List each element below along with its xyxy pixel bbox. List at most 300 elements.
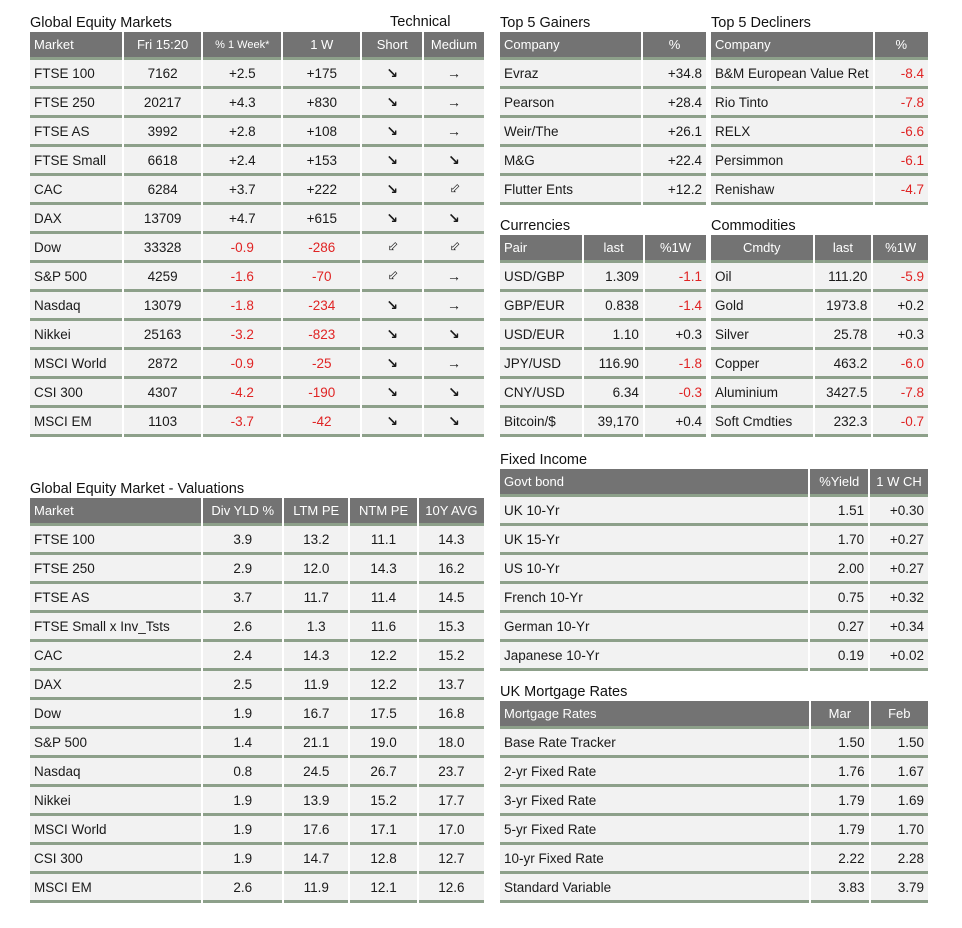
- equity-cell-w1: +615: [283, 205, 360, 234]
- valuations-cell-ntm: 12.1: [350, 874, 416, 903]
- mortgage-cell-name: Base Rate Tracker: [500, 729, 809, 758]
- equity-row: [30, 321, 484, 350]
- equity-cell-w1: +830: [283, 89, 360, 118]
- decliners-cell-company: Rio Tinto: [711, 89, 873, 118]
- valuations-cell-div: 3.9: [203, 526, 282, 555]
- decliners-table: [709, 32, 930, 205]
- fixed-income-row: [500, 642, 928, 671]
- valuations-cell-div: 0.8: [203, 758, 282, 787]
- valuations-cell-div: 2.4: [203, 642, 282, 671]
- currencies-cell-pct: -1.1: [645, 263, 706, 292]
- mortgage-cell-feb: 3.79: [871, 874, 928, 903]
- right-arrow-icon: [424, 350, 484, 379]
- commodities-cell-last: 3427.5: [815, 379, 872, 408]
- fixed-income-header-0: Govt bond: [500, 469, 808, 497]
- equity-cell-price: 7162: [124, 60, 202, 89]
- currencies-cell-pair: JPY/USD: [500, 350, 582, 379]
- fixed-income-cell-bond: German 10-Yr: [500, 613, 808, 642]
- hollow-down-left-arrow-icon: [424, 234, 484, 263]
- decliners-cell-pct: -7.8: [875, 89, 928, 118]
- equity-cell-pct: -0.9: [203, 234, 281, 263]
- down-right-arrow-icon: [362, 292, 422, 321]
- fixed-income-cell-bond: Japanese 10-Yr: [500, 642, 808, 671]
- valuations-cell-div: 1.9: [203, 816, 282, 845]
- fixed-income-header-2: 1 W CH: [870, 469, 928, 497]
- gainers-row: [500, 89, 706, 118]
- fixed-income-cell-bond: French 10-Yr: [500, 584, 808, 613]
- valuations-cell-market: FTSE Small x Inv_Tsts: [30, 613, 201, 642]
- down-right-arrow-icon: ↘: [386, 383, 399, 400]
- currencies-row: [500, 263, 706, 292]
- valuations-cell-market: FTSE 100: [30, 526, 201, 555]
- valuations-cell-ntm: 17.5: [350, 700, 416, 729]
- equity-cell-pct: -3.7: [203, 408, 281, 437]
- equity-header-row: [30, 32, 484, 60]
- currencies-cell-last: 1.309: [584, 263, 643, 292]
- equity-cell-price: 2872: [124, 350, 202, 379]
- down-right-arrow-icon: [362, 321, 422, 350]
- mortgage-cell-name: 3-yr Fixed Rate: [500, 787, 809, 816]
- equity-cell-w1: -190: [283, 379, 360, 408]
- valuations-cell-ltm: 21.1: [284, 729, 348, 758]
- valuations-header-3: NTM PE: [350, 498, 416, 526]
- right-arrow-icon: →: [447, 355, 462, 371]
- fixed-income-row: [500, 584, 928, 613]
- valuations-cell-market: S&P 500: [30, 729, 201, 758]
- equity-cell-market: MSCI EM: [30, 408, 122, 437]
- equity-body: [30, 60, 484, 437]
- down-right-arrow-icon: ↘: [386, 93, 399, 110]
- equity-row: [30, 292, 484, 321]
- mortgage-cell-feb: 1.67: [871, 758, 928, 787]
- currencies-row: [500, 292, 706, 321]
- equity-cell-price: 6618: [124, 147, 202, 176]
- global-equity-markets-panel: [30, 14, 486, 437]
- valuations-title: Global Equity Market - Valuations: [30, 481, 245, 497]
- currencies-cell-pair: CNY/USD: [500, 379, 582, 408]
- fixed-income-cell-ch: +0.32: [870, 584, 928, 613]
- equity-header-1: Fri 15:20: [124, 32, 202, 60]
- valuations-cell-ltm: 11.9: [284, 874, 348, 903]
- fixed-income-cell-yield: 0.75: [810, 584, 868, 613]
- valuations-cell-ntm: 12.2: [350, 642, 416, 671]
- mortgage-cell-mar: 1.50: [811, 729, 868, 758]
- valuations-cell-ntm: 11.4: [350, 584, 416, 613]
- mortgage-row: [500, 845, 928, 874]
- valuations-header-4: 10Y AVG: [419, 498, 484, 526]
- commodities-cell-last: 1973.8: [815, 292, 872, 321]
- commodities-cell-last: 111.20: [815, 263, 872, 292]
- currencies-cell-pair: USD/GBP: [500, 263, 582, 292]
- valuations-cell-ntm: 14.3: [350, 555, 416, 584]
- valuations-header-1: Div YLD %: [203, 498, 282, 526]
- currencies-cell-pct: -1.8: [645, 350, 706, 379]
- valuations-cell-ltm: 24.5: [284, 758, 348, 787]
- currencies-cell-pct: +0.4: [645, 408, 706, 437]
- equity-cell-w1: +108: [283, 118, 360, 147]
- equity-cell-market: Nasdaq: [30, 292, 122, 321]
- mortgage-header-row: [500, 701, 928, 729]
- commodities-row: [711, 321, 928, 350]
- valuations-cell-div: 2.5: [203, 671, 282, 700]
- equity-cell-w1: +153: [283, 147, 360, 176]
- mortgage-row: [500, 874, 928, 903]
- decliners-row: [711, 60, 928, 89]
- fixed-income-cell-ch: +0.27: [870, 555, 928, 584]
- commodities-cell-pct: +0.3: [873, 321, 928, 350]
- equity-cell-w1: +175: [283, 60, 360, 89]
- mortgage-body: [500, 729, 928, 903]
- equity-cell-pct: -3.2: [203, 321, 281, 350]
- commodities-panel: [711, 217, 930, 437]
- equity-table: [28, 32, 486, 437]
- valuations-cell-market: FTSE 250: [30, 555, 201, 584]
- commodities-cell-name: Aluminium: [711, 379, 813, 408]
- currencies-row: [500, 321, 706, 350]
- commodities-row: [711, 263, 928, 292]
- hollow-down-left-arrow-icon: [362, 234, 422, 263]
- commodities-cell-name: Gold: [711, 292, 813, 321]
- fixed-income-table: [498, 469, 930, 671]
- fixed-income-cell-ch: +0.34: [870, 613, 928, 642]
- currencies-cell-pair: GBP/EUR: [500, 292, 582, 321]
- commodities-header-0: Cmdty: [711, 235, 813, 263]
- mortgage-cell-name: 2-yr Fixed Rate: [500, 758, 809, 787]
- equity-header-3: 1 W: [283, 32, 360, 60]
- commodities-row: [711, 408, 928, 437]
- currencies-cell-pct: -0.3: [645, 379, 706, 408]
- decliners-row: [711, 118, 928, 147]
- equity-cell-pct: -1.8: [203, 292, 281, 321]
- fixed-income-cell-bond: UK 10-Yr: [500, 497, 808, 526]
- equity-cell-price: 13079: [124, 292, 202, 321]
- fixed-income-cell-ch: +0.27: [870, 526, 928, 555]
- valuations-body: [30, 526, 484, 903]
- down-right-arrow-icon: [424, 379, 484, 408]
- mortgage-cell-mar: 1.79: [811, 787, 868, 816]
- equity-row: [30, 118, 484, 147]
- decliners-row: [711, 89, 928, 118]
- commodities-cell-pct: +0.2: [873, 292, 928, 321]
- valuations-row: [30, 700, 484, 729]
- down-right-arrow-icon: [362, 60, 422, 89]
- currencies-row: [500, 408, 706, 437]
- equity-header-2: % 1 Week*: [203, 32, 281, 60]
- valuations-cell-avg: 17.7: [419, 787, 484, 816]
- down-right-arrow-icon: [424, 147, 484, 176]
- valuations-cell-ntm: 11.6: [350, 613, 416, 642]
- gainers-header-0: Company: [500, 32, 641, 60]
- equity-row: [30, 60, 484, 89]
- top-gainers-panel: [500, 14, 708, 205]
- down-right-arrow-icon: [362, 147, 422, 176]
- currencies-table: [498, 235, 708, 437]
- commodities-body: [711, 263, 928, 437]
- gainers-cell-pct: +26.1: [643, 118, 706, 147]
- valuations-row: [30, 642, 484, 671]
- valuations-cell-market: CAC: [30, 642, 201, 671]
- equity-title: Global Equity Markets: [30, 15, 172, 31]
- valuations-cell-market: Dow: [30, 700, 201, 729]
- mortgage-title: UK Mortgage Rates: [500, 684, 628, 700]
- equity-cell-price: 20217: [124, 89, 202, 118]
- top-decliners-panel: [711, 14, 930, 205]
- valuations-panel: [30, 480, 486, 903]
- commodities-row: [711, 292, 928, 321]
- gainers-row: [500, 60, 706, 89]
- valuations-row: [30, 758, 484, 787]
- equity-row: [30, 89, 484, 118]
- valuations-cell-ntm: 17.1: [350, 816, 416, 845]
- equity-cell-market: FTSE 100: [30, 60, 122, 89]
- down-right-arrow-icon: [362, 176, 422, 205]
- gainers-header-1: %: [643, 32, 706, 60]
- valuations-cell-div: 1.9: [203, 787, 282, 816]
- down-right-arrow-icon: ↘: [448, 209, 460, 226]
- equity-cell-price: 4307: [124, 379, 202, 408]
- valuations-cell-avg: 12.6: [419, 874, 484, 903]
- commodities-cell-last: 463.2: [815, 350, 872, 379]
- down-right-arrow-icon: [424, 408, 484, 437]
- commodities-cell-pct: -6.0: [873, 350, 928, 379]
- currencies-cell-last: 1.10: [584, 321, 643, 350]
- valuations-row: [30, 816, 484, 845]
- fixed-income-cell-yield: 1.70: [810, 526, 868, 555]
- right-arrow-icon: [424, 118, 484, 147]
- currencies-cell-last: 116.90: [584, 350, 643, 379]
- hollow-down-left-arrow-icon: ⇩: [383, 266, 402, 285]
- valuations-cell-div: 2.6: [203, 874, 282, 903]
- currencies-header-2: %1W: [645, 235, 706, 263]
- down-right-arrow-icon: [362, 89, 422, 118]
- equity-cell-price: 6284: [124, 176, 202, 205]
- gainers-cell-company: Pearson: [500, 89, 641, 118]
- gainers-cell-pct: +12.2: [643, 176, 706, 205]
- equity-cell-market: S&P 500: [30, 263, 122, 292]
- valuations-cell-ltm: 14.7: [284, 845, 348, 874]
- valuations-header-0: Market: [30, 498, 201, 526]
- equity-cell-w1: +222: [283, 176, 360, 205]
- fixed-income-panel: [500, 451, 930, 671]
- currencies-panel: [500, 217, 708, 437]
- fixed-income-cell-yield: 0.19: [810, 642, 868, 671]
- fixed-income-cell-yield: 1.51: [810, 497, 868, 526]
- gainers-header-row: [500, 32, 706, 60]
- equity-cell-market: FTSE Small: [30, 147, 122, 176]
- valuations-header-row: [30, 498, 484, 526]
- hollow-down-left-arrow-icon: ⇩: [445, 179, 464, 198]
- valuations-cell-avg: 18.0: [419, 729, 484, 758]
- valuations-cell-ltm: 17.6: [284, 816, 348, 845]
- valuations-cell-div: 2.6: [203, 613, 282, 642]
- commodities-header-2: %1W: [873, 235, 928, 263]
- mortgage-table: [498, 701, 930, 903]
- equity-cell-market: MSCI World: [30, 350, 122, 379]
- valuations-cell-div: 3.7: [203, 584, 282, 613]
- valuations-cell-avg: 12.7: [419, 845, 484, 874]
- down-right-arrow-icon: ↘: [386, 180, 399, 197]
- equity-cell-pct: -4.2: [203, 379, 281, 408]
- commodities-cell-last: 25.78: [815, 321, 872, 350]
- valuations-cell-market: FTSE AS: [30, 584, 201, 613]
- currencies-cell-pair: Bitcoin/$: [500, 408, 582, 437]
- down-right-arrow-icon: [424, 321, 484, 350]
- mortgage-row: [500, 787, 928, 816]
- valuations-cell-div: 2.9: [203, 555, 282, 584]
- currencies-title: Currencies: [500, 218, 571, 234]
- valuations-cell-market: MSCI World: [30, 816, 201, 845]
- equity-cell-market: CSI 300: [30, 379, 122, 408]
- commodities-cell-pct: -5.9: [873, 263, 928, 292]
- equity-cell-pct: -0.9: [203, 350, 281, 379]
- valuations-cell-market: CSI 300: [30, 845, 201, 874]
- valuations-row: [30, 555, 484, 584]
- fixed-income-cell-bond: US 10-Yr: [500, 555, 808, 584]
- decliners-header-row: [711, 32, 928, 60]
- down-right-arrow-icon: ↘: [386, 354, 399, 371]
- currencies-cell-last: 39,170: [584, 408, 643, 437]
- valuations-cell-avg: 14.3: [419, 526, 484, 555]
- valuations-cell-ltm: 16.7: [284, 700, 348, 729]
- mortgage-header-1: Mar: [811, 701, 868, 729]
- valuations-cell-avg: 14.5: [419, 584, 484, 613]
- valuations-row: [30, 584, 484, 613]
- valuations-cell-ntm: 11.1: [350, 526, 416, 555]
- equity-cell-market: FTSE AS: [30, 118, 122, 147]
- gainers-table: [498, 32, 708, 205]
- valuations-cell-ltm: 14.3: [284, 642, 348, 671]
- decliners-row: [711, 176, 928, 205]
- decliners-header-1: %: [875, 32, 928, 60]
- down-right-arrow-icon: [362, 350, 422, 379]
- valuations-cell-ntm: 12.2: [350, 671, 416, 700]
- commodities-cell-pct: -7.8: [873, 379, 928, 408]
- valuations-cell-avg: 16.8: [419, 700, 484, 729]
- equity-cell-price: 4259: [124, 263, 202, 292]
- gainers-cell-pct: +34.8: [643, 60, 706, 89]
- currencies-header-0: Pair: [500, 235, 582, 263]
- right-arrow-icon: [424, 89, 484, 118]
- gainers-row: [500, 176, 706, 205]
- gainers-row: [500, 147, 706, 176]
- valuations-cell-market: Nikkei: [30, 787, 201, 816]
- decliners-cell-company: Renishaw: [711, 176, 873, 205]
- equity-row: [30, 350, 484, 379]
- equity-row: [30, 379, 484, 408]
- mortgage-header-2: Feb: [871, 701, 928, 729]
- valuations-cell-market: Nasdaq: [30, 758, 201, 787]
- hollow-down-left-arrow-icon: [362, 263, 422, 292]
- fixed-income-cell-yield: 0.27: [810, 613, 868, 642]
- equity-row: [30, 408, 484, 437]
- equity-cell-w1: -823: [283, 321, 360, 350]
- valuations-cell-ntm: 26.7: [350, 758, 416, 787]
- equity-cell-w1: -42: [283, 408, 360, 437]
- valuations-row: [30, 845, 484, 874]
- commodities-header-row: [711, 235, 928, 263]
- valuations-cell-avg: 23.7: [419, 758, 484, 787]
- down-right-arrow-icon: [362, 408, 422, 437]
- equity-cell-market: DAX: [30, 205, 122, 234]
- valuations-cell-ltm: 11.7: [284, 584, 348, 613]
- gainers-cell-company: M&G: [500, 147, 641, 176]
- down-right-arrow-icon: ↘: [386, 209, 399, 226]
- equity-cell-pct: +4.3: [203, 89, 281, 118]
- fixed-income-row: [500, 497, 928, 526]
- gainers-body: [500, 60, 706, 205]
- gainers-title: Top 5 Gainers: [500, 15, 591, 31]
- commodities-cell-name: Oil: [711, 263, 813, 292]
- equity-row: [30, 205, 484, 234]
- commodities-cell-last: 232.3: [815, 408, 872, 437]
- gainers-cell-company: Evraz: [500, 60, 641, 89]
- gainers-cell-pct: +28.4: [643, 89, 706, 118]
- mortgage-header-0: Mortgage Rates: [500, 701, 809, 729]
- valuations-row: [30, 526, 484, 555]
- down-right-arrow-icon: ↘: [448, 383, 460, 400]
- valuations-cell-ntm: 12.8: [350, 845, 416, 874]
- fixed-income-row: [500, 526, 928, 555]
- valuations-row: [30, 787, 484, 816]
- currencies-cell-pair: USD/EUR: [500, 321, 582, 350]
- gainers-cell-pct: +22.4: [643, 147, 706, 176]
- currencies-cell-last: 0.838: [584, 292, 643, 321]
- decliners-body: [711, 60, 928, 205]
- commodities-table: [709, 235, 930, 437]
- valuations-cell-ntm: 19.0: [350, 729, 416, 758]
- valuations-cell-market: MSCI EM: [30, 874, 201, 903]
- fixed-income-cell-ch: +0.30: [870, 497, 928, 526]
- hollow-down-left-arrow-icon: ⇩: [383, 237, 402, 256]
- equity-header-0: Market: [30, 32, 122, 60]
- valuations-row: [30, 671, 484, 700]
- fixed-income-cell-yield: 2.00: [810, 555, 868, 584]
- valuations-cell-ltm: 13.9: [284, 787, 348, 816]
- hollow-down-left-arrow-icon: ⇩: [445, 237, 464, 256]
- down-right-arrow-icon: ↘: [386, 64, 399, 81]
- mortgage-panel: [500, 683, 930, 903]
- valuations-cell-div: 1.4: [203, 729, 282, 758]
- valuations-row: [30, 874, 484, 903]
- commodities-cell-name: Copper: [711, 350, 813, 379]
- mortgage-cell-mar: 1.76: [811, 758, 868, 787]
- equity-cell-price: 3992: [124, 118, 202, 147]
- currencies-row: [500, 379, 706, 408]
- decliners-title: Top 5 Decliners: [711, 15, 811, 31]
- valuations-cell-div: 1.9: [203, 845, 282, 874]
- down-right-arrow-icon: ↘: [386, 412, 399, 429]
- currencies-cell-pct: +0.3: [645, 321, 706, 350]
- technical-heading: Technical: [390, 14, 451, 30]
- equity-row: [30, 147, 484, 176]
- decliners-cell-company: B&M European Value Ret: [711, 60, 873, 89]
- mortgage-cell-feb: 1.50: [871, 729, 928, 758]
- mortgage-row: [500, 758, 928, 787]
- valuations-cell-ltm: 13.2: [284, 526, 348, 555]
- right-arrow-icon: [424, 263, 484, 292]
- valuations-table: [28, 498, 486, 903]
- valuations-row: [30, 613, 484, 642]
- fixed-income-header-1: %Yield: [810, 469, 868, 497]
- fixed-income-title: Fixed Income: [500, 452, 588, 468]
- decliners-header-0: Company: [711, 32, 873, 60]
- equity-cell-market: Dow: [30, 234, 122, 263]
- currencies-cell-pct: -1.4: [645, 292, 706, 321]
- right-arrow-icon: →: [447, 65, 462, 81]
- equity-cell-market: CAC: [30, 176, 122, 205]
- mortgage-cell-feb: 2.28: [871, 845, 928, 874]
- down-right-arrow-icon: [362, 379, 422, 408]
